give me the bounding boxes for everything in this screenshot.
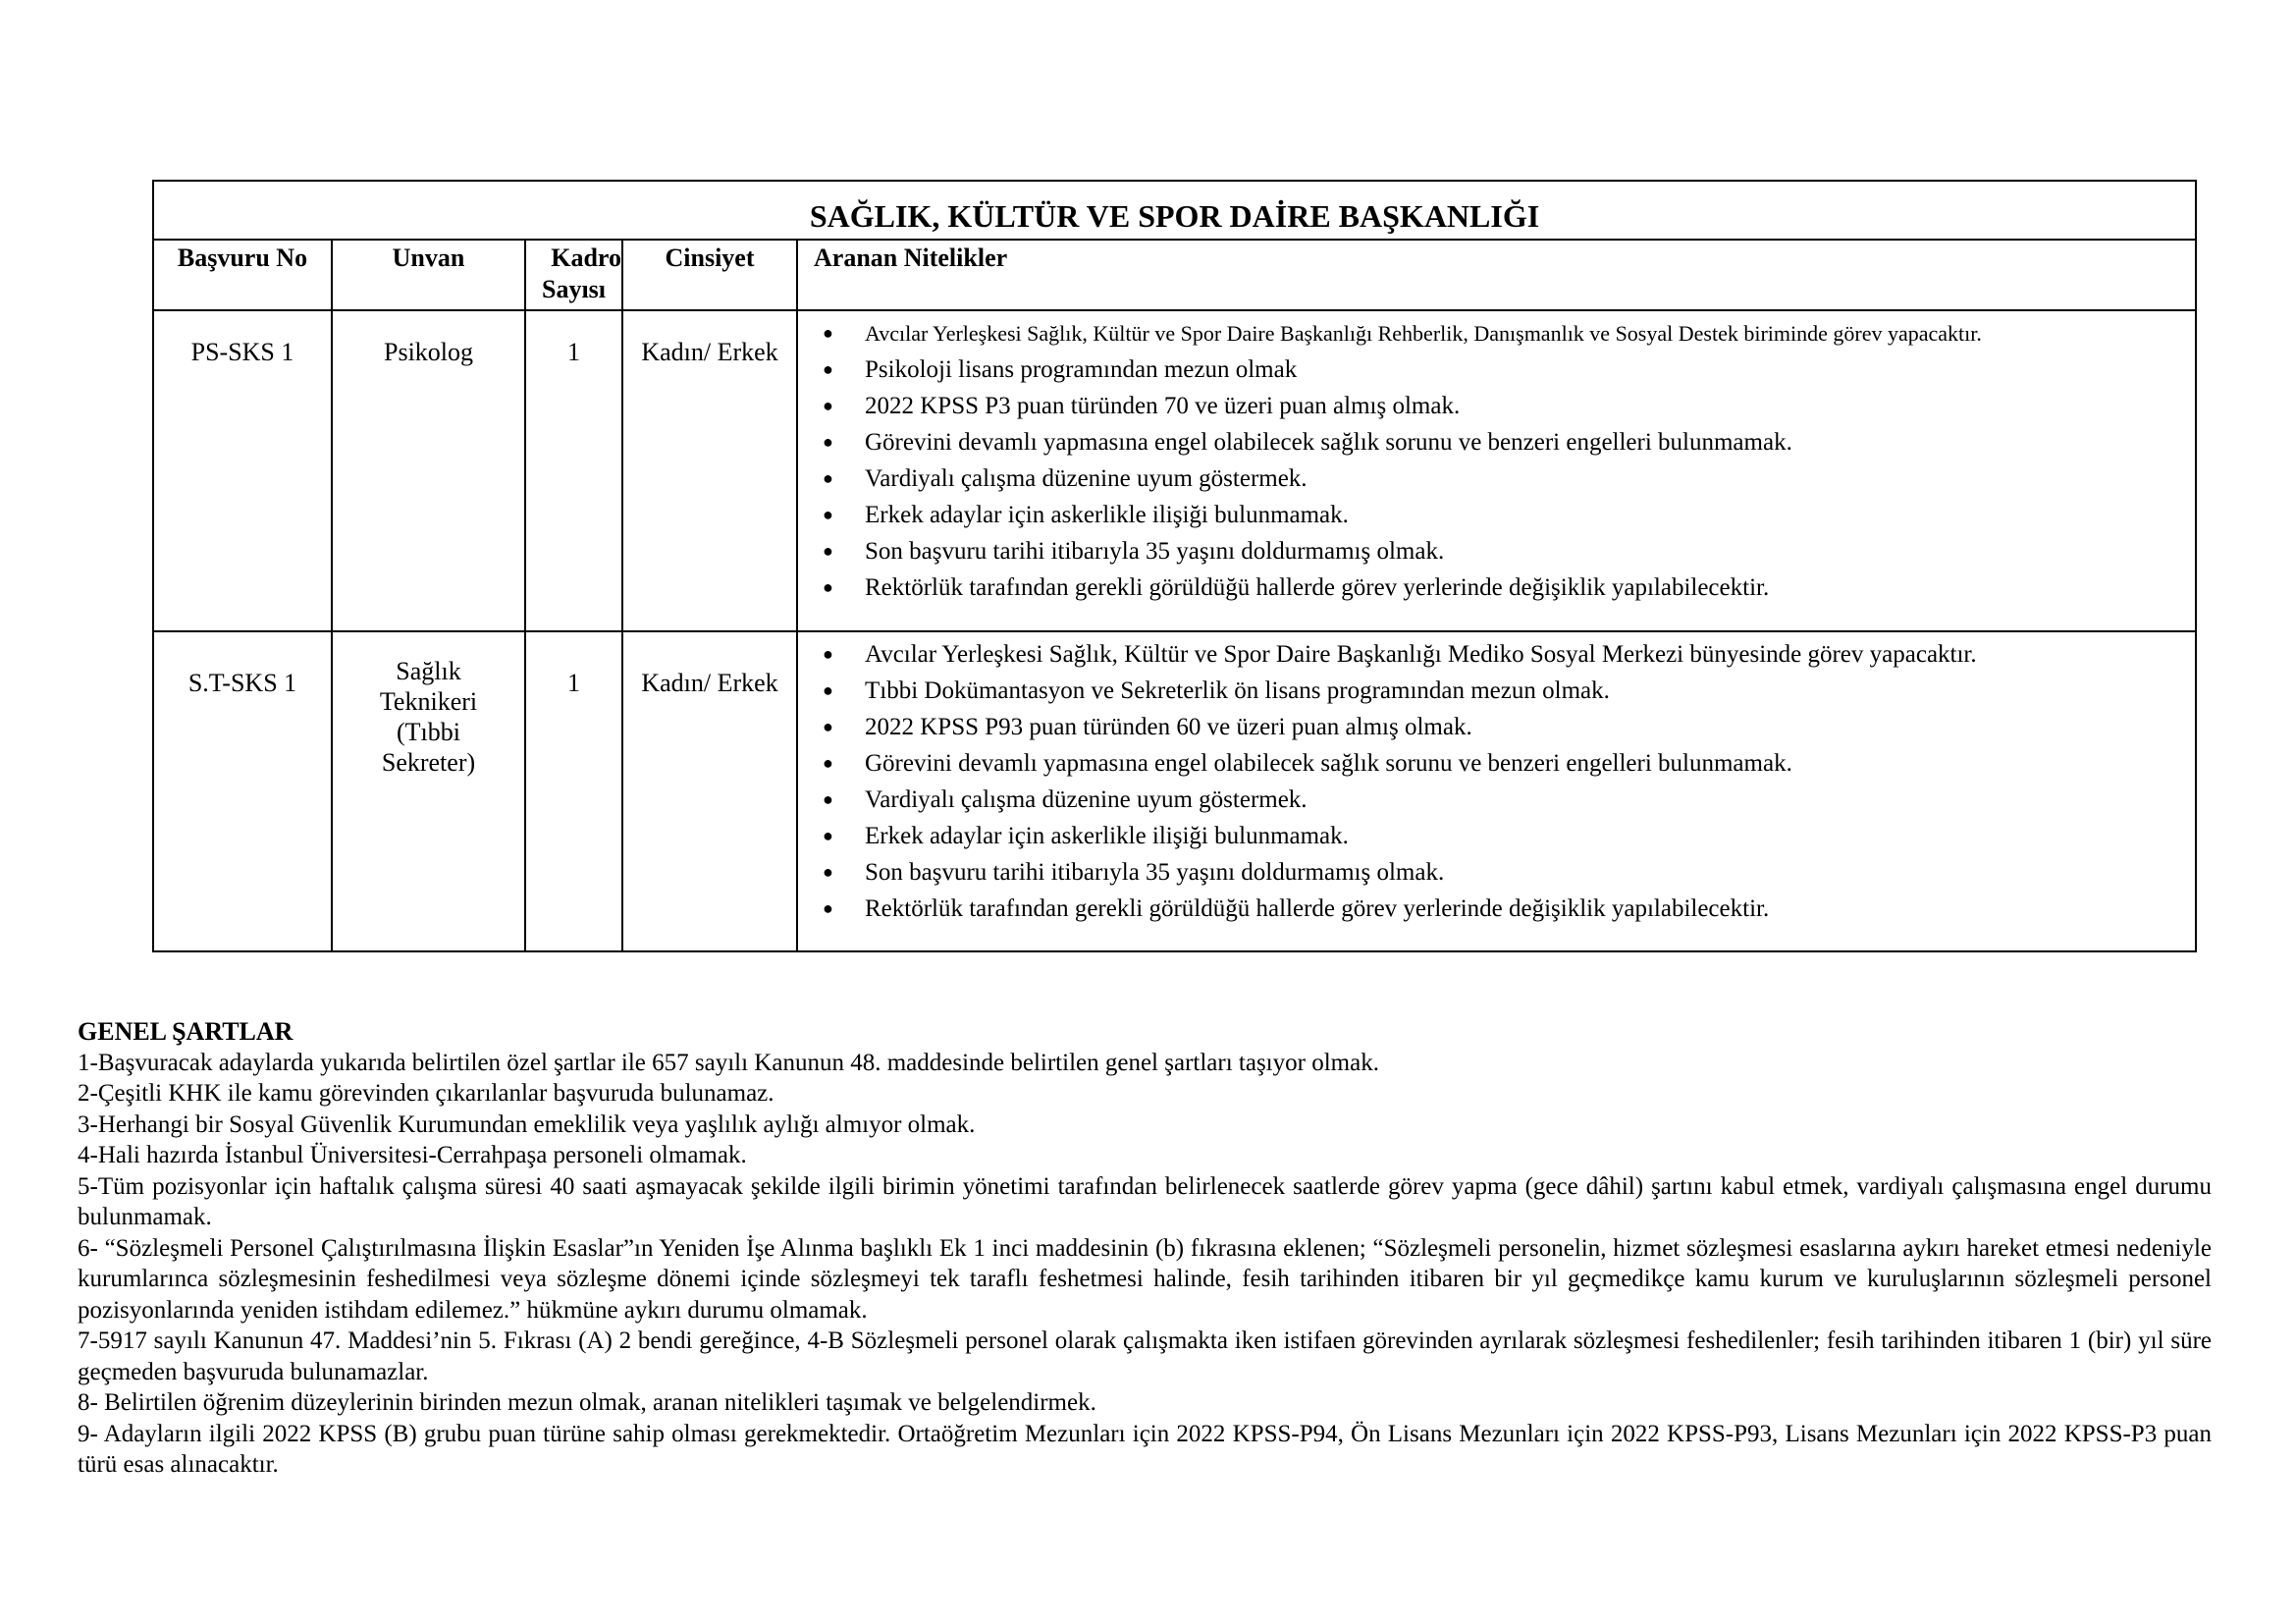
kadro-cell: 1 — [525, 310, 622, 631]
bullet-icon: ● — [823, 717, 833, 736]
requirement-text: Görevini devamlı yapmasına engel olabilecek sağlık sorunu ve benzeri engelleri bulunmamak. — [865, 429, 1792, 456]
header-kadro — [525, 240, 622, 310]
general-condition-item: 5-Tüm pozisyonlar için haftalık çalışma süresi 40 saati aşmayacak şekilde ilgili birimin yönetimi tarafından belirlenecek saatlerde görev yapma (gece dâhil) şartını kabul etmek, vardiyalı çalışmasına engel durumu bulunmamak. — [78, 1172, 2212, 1230]
list-item — [814, 782, 2185, 818]
list-item — [814, 636, 2185, 673]
unvan-cell — [332, 310, 525, 631]
bullet-icon: ● — [823, 680, 833, 700]
general-condition-item: 4-Hali hazırda İstanbul Üniversitesi-Cerrahpaşa personeli olmamak. — [78, 1142, 747, 1168]
bullet-icon: ● — [823, 432, 833, 452]
cinsiyet-cell: Kadın/ Erkek — [622, 310, 797, 631]
list-item — [814, 352, 2185, 388]
list-item — [814, 673, 2185, 709]
requirement-text: Vardiyalı çalışma düzenine uyum göstermek. — [865, 786, 1308, 813]
bullet-icon: ● — [823, 789, 833, 809]
header-kadro-line-1: Kadro — [551, 244, 621, 272]
requirement-text: Rektörlük tarafından gerekli görüldüğü hallerde görev yerlerinde değişiklik yapılabilecektir. — [865, 574, 1770, 601]
requirement-text: Görevini devamlı yapmasına engel olabilecek sağlık sorunu ve benzeri engelleri bulunmamak. — [865, 750, 1792, 777]
requirements-list — [814, 636, 2185, 927]
requirements-cell — [797, 310, 2196, 631]
list-item — [814, 818, 2185, 854]
requirement-text: Erkek adaylar için askerlikle ilişiği bulunmamak. — [865, 502, 1349, 528]
table-row — [153, 631, 2196, 951]
general-conditions — [78, 1016, 2212, 1481]
basvuru-no-cell: PS-SKS 1 — [153, 310, 332, 631]
unvan-line: (Tıbbi — [397, 718, 460, 746]
bullet-icon: ● — [823, 862, 833, 882]
requirement-text: Avcılar Yerleşkesi Sağlık, Kültür ve Spor Daire Başkanlığı Rehberlik, Danışmanlık ve Sosyal Destek biriminde görev yapacaktır. — [865, 321, 1982, 346]
bullet-icon: ● — [823, 468, 833, 488]
requirements-cell — [797, 631, 2196, 951]
bullet-icon: ● — [823, 396, 833, 415]
bullet-icon: ● — [823, 359, 833, 379]
bullet-icon: ● — [823, 753, 833, 773]
general-conditions-heading: GENEL ŞARTLAR — [78, 1017, 294, 1046]
list-item — [814, 533, 2185, 569]
unvan-cell — [332, 631, 525, 951]
header-kadro-line-2: Sayısı — [541, 275, 607, 303]
requirement-text: Son başvuru tarihi itibarıyla 35 yaşını doldurmamış olmak. — [865, 859, 1445, 886]
unvan-line: Psikolog — [383, 338, 474, 366]
bullet-icon: ● — [823, 577, 833, 597]
header-basvuru-no: Başvuru No — [153, 240, 332, 310]
list-item — [814, 388, 2185, 424]
list-item — [814, 315, 2185, 352]
bullet-icon: ● — [823, 505, 833, 524]
table-title: SAĞLIK, KÜLTÜR VE SPOR DAİRE BAŞKANLIĞI — [153, 181, 2196, 240]
general-condition-item: 7-5917 sayılı Kanunun 47. Maddesi’nin 5. Fıkrası (A) 2 bendi gereğince, 4-B Sözleşmeli personel olarak çalışmakta iken istifaen görevinden ayrılarak sözleşmesi feshedilenler; fesih tarihinden itibaren 1 (bir) yıl süre geçmeden başvuruda bulunamazlar. — [78, 1327, 2212, 1385]
table-row — [153, 310, 2196, 631]
requirement-text: Psikoloji lisans programından mezun olmak — [865, 356, 1298, 383]
unvan-line: Sekreter) — [381, 748, 476, 777]
list-item — [814, 569, 2185, 606]
header-nitelikler: Aranan Nitelikler — [797, 240, 2196, 310]
requirement-text: 2022 KPSS P93 puan türünden 60 ve üzeri puan almış olmak. — [865, 714, 1472, 740]
list-item — [814, 424, 2185, 460]
bullet-icon: ● — [823, 541, 833, 561]
header-cinsiyet: Cinsiyet — [622, 240, 797, 310]
list-item — [814, 854, 2185, 891]
table-title-row — [153, 181, 2196, 240]
requirement-text: 2022 KPSS P3 puan türünden 70 ve üzeri puan almış olmak. — [865, 393, 1461, 419]
requirement-text: Son başvuru tarihi itibarıyla 35 yaşını doldurmamış olmak. — [865, 538, 1445, 565]
requirements-list — [814, 315, 2185, 606]
list-item — [814, 497, 2185, 533]
list-item — [814, 709, 2185, 745]
cinsiyet-cell: Kadın/ Erkek — [622, 631, 797, 951]
general-condition-item: 2-Çeşitli KHK ile kamu görevinden çıkarılanlar başvuruda bulunamaz. — [78, 1080, 774, 1107]
list-item — [814, 460, 2185, 497]
bullet-icon: ● — [823, 898, 833, 918]
general-condition-item: 9- Adayların ilgili 2022 KPSS (B) grubu puan türüne sahip olması gerekmektedir. Ortaöğretim Mezunları için 2022 KPSS-P94, Ön Lisans Mezunları için 2022 KPSS-P93, Lisans Mezunları için 2022 KPSS-P3 puan türü esas alınacaktır. — [78, 1420, 2212, 1478]
table-header-row — [153, 240, 2196, 310]
bullet-icon: ● — [823, 323, 833, 343]
unvan-line: Teknikeri — [379, 687, 478, 716]
requirement-text: Rektörlük tarafından gerekli görüldüğü hallerde görev yerlerinde değişiklik yapılabilecektir. — [865, 895, 1770, 922]
basvuru-no-cell: S.T-SKS 1 — [153, 631, 332, 951]
bullet-icon: ● — [823, 826, 833, 845]
general-condition-item: 3-Herhangi bir Sosyal Güvenlik Kurumundan emeklilik veya yaşlılık aylığı almıyor olmak. — [78, 1110, 976, 1138]
header-unvan: Unvan — [332, 240, 525, 310]
bullet-icon: ● — [823, 644, 833, 664]
general-condition-item: 6- “Sözleşmeli Personel Çalıştırılmasına İlişkin Esaslar”ın Yeniden İşe Alınma başlıklı Ek 1 inci maddesinin (b) fıkrasına eklenen; “Sözleşmeli personelin, hizmet sözleşmesi esaslarına aykırı hareket etmesi nedeniyle kurumlarınca sözleşmesinin feshedilmesi veya sözleşme dönemi içinde sözleşmeyi tek taraflı feshetmesi halinde, fesih tarihinden itibaren bir yıl geçmedikçe kamu kurum ve kuruluşlarının sözleşmeli personel pozisyonlarında yeniden istihdam edilemez.” hükmüne aykırı durumu olmamak. — [78, 1234, 2212, 1324]
requirement-text: Vardiyalı çalışma düzenine uyum göstermek. — [865, 465, 1308, 492]
general-condition-item: 8- Belirtilen öğrenim düzeylerinin birinden mezun olmak, aranan nitelikleri taşımak ve belgelendirmek. — [78, 1389, 1096, 1416]
list-item — [814, 891, 2185, 927]
kadro-cell: 1 — [525, 631, 622, 951]
positions-table — [152, 180, 2197, 952]
unvan-line: Sağlık — [396, 657, 461, 685]
list-item — [814, 745, 2185, 782]
requirement-text: Erkek adaylar için askerlikle ilişiği bulunmamak. — [865, 823, 1349, 849]
general-condition-item: 1-Başvuracak adaylarda yukarıda belirtilen özel şartlar ile 657 sayılı Kanunun 48. maddesinde belirtilen genel şartları taşıyor olmak. — [78, 1049, 1379, 1076]
requirement-text: Avcılar Yerleşkesi Sağlık, Kültür ve Spor Daire Başkanlığı Mediko Sosyal Merkezi bünyesinde görev yapacaktır. — [865, 641, 1977, 668]
requirement-text: Tıbbi Dokümantasyon ve Sekreterlik ön lisans programından mezun olmak. — [865, 677, 1610, 704]
